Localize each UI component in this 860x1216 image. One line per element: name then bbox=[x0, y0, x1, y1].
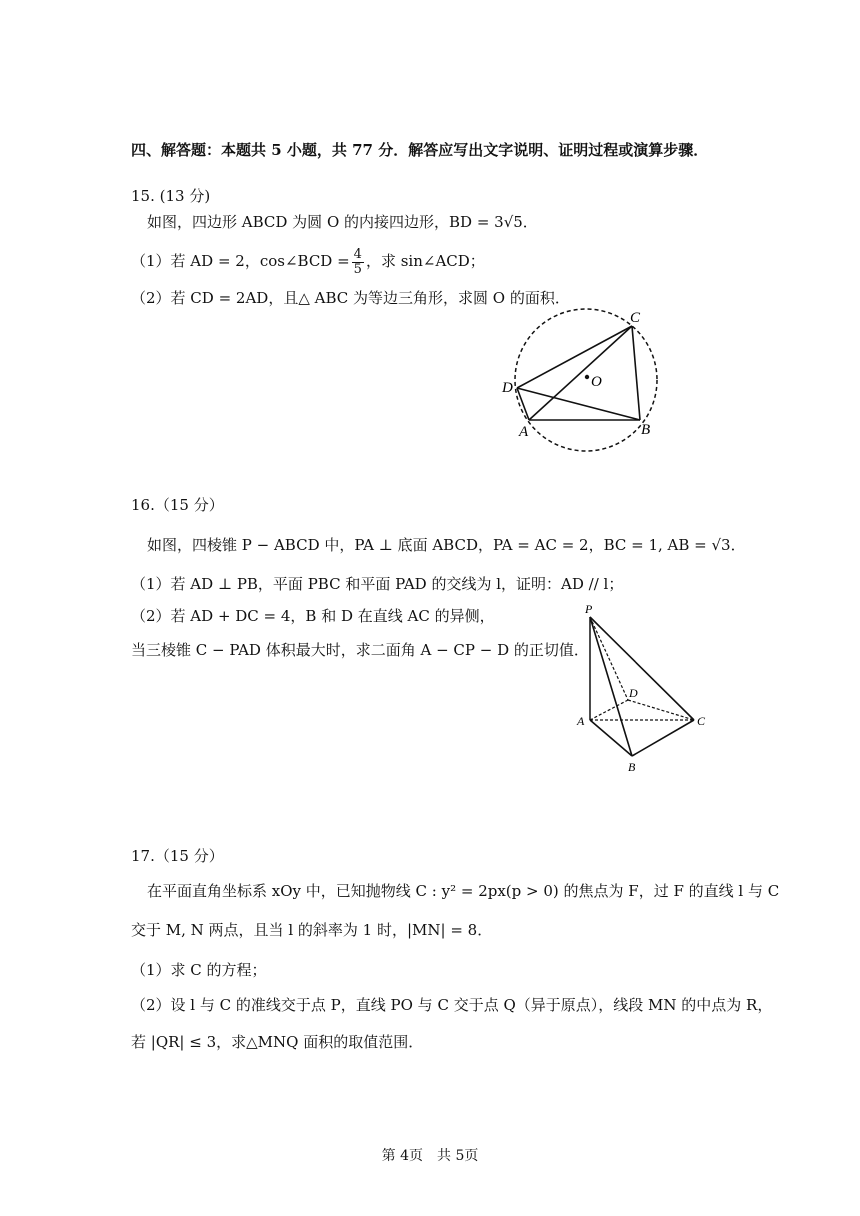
segment-bc bbox=[632, 326, 640, 420]
edge-bc bbox=[632, 720, 694, 756]
problem-16-part1: （1）若 AD ⊥ PB，平面 PBC 和平面 PAD 的交线为 l，证明：AD // l； bbox=[131, 575, 624, 593]
circumcircle bbox=[515, 309, 657, 451]
problem-16-intro: 如图，四棱锥 P − ABCD 中，PA ⊥ 底面 ABCD，PA = AC = 2，BC = 1, AB = √3． bbox=[147, 536, 746, 554]
problem-17-header: 17.（15 分） bbox=[131, 847, 224, 865]
problem-17-intro-a: 在平面直角坐标系 xOy 中，已知抛物线 C : y² = 2px(p > 0) 的焦点为 F，过 F 的直线 l 与 C bbox=[147, 882, 780, 900]
label-b: B bbox=[641, 422, 651, 438]
page-footer: 第 4页 共 5页 bbox=[381, 1148, 479, 1164]
problem-16-header: 16.（15 分） bbox=[131, 496, 224, 514]
problem-17-part2-a: （2）设 l 与 C 的准线交于点 P，直线 PO 与 C 交于点 Q（异于原点），线段 MN 的中点为 R， bbox=[131, 996, 773, 1014]
problem-15-header: 15. (13 分) bbox=[131, 187, 211, 205]
problem-17-part1: （1）求 C 的方程； bbox=[131, 961, 267, 979]
problem-15-part2: （2）若 CD = 2AD，且△ ABC 为等边三角形，求圆 O 的面积． bbox=[131, 289, 570, 307]
label-b: B bbox=[628, 760, 636, 774]
center-point bbox=[585, 375, 589, 379]
edge-ab bbox=[590, 720, 632, 756]
label-c: C bbox=[630, 310, 641, 326]
problem-16-part2-a: （2）若 AD + DC = 4，B 和 D 在直线 AC 的异侧， bbox=[131, 607, 495, 625]
fraction-denominator: 5 bbox=[353, 261, 362, 277]
problem-15-part1-text-b: ，求 sin∠ACD； bbox=[365, 252, 485, 270]
edge-pd bbox=[590, 617, 628, 700]
segment-db bbox=[517, 388, 640, 420]
label-d: D bbox=[629, 686, 638, 700]
section-title: 四、解答题：本题共 5 小题，共 77 分．解答应写出文字说明、证明过程或演算步骤． bbox=[131, 141, 709, 159]
problem-15-part1 bbox=[131, 246, 485, 277]
label-c: C bbox=[697, 714, 706, 728]
label-o: O bbox=[591, 374, 602, 390]
problem-15-intro: 如图，四边形 ABCD 为圆 O 的内接四边形，BD = 3√5． bbox=[147, 213, 538, 231]
problem-15-figure bbox=[495, 305, 670, 455]
problem-17-part2-b: 若 |QR| ≤ 3，求△MNQ 面积的取值范围． bbox=[131, 1033, 424, 1051]
problem-16-figure bbox=[570, 600, 715, 775]
label-p: P bbox=[585, 602, 593, 616]
label-d: D bbox=[502, 380, 513, 396]
label-a: A bbox=[577, 714, 585, 728]
label-a: A bbox=[519, 424, 529, 440]
problem-17-intro-b: 交于 M, N 两点，且当 l 的斜率为 1 时，|MN| = 8． bbox=[131, 921, 493, 939]
fraction-numerator: 4 bbox=[353, 246, 362, 262]
problem-15-fraction bbox=[352, 248, 364, 277]
edge-ad bbox=[590, 700, 628, 720]
problem-15-part1-text-a: （1）若 AD = 2，cos∠BCD = bbox=[131, 252, 350, 270]
problem-16-part2-b: 当三棱锥 C − PAD 体积最大时，求二面角 A − CP − D 的正切值． bbox=[131, 641, 589, 659]
